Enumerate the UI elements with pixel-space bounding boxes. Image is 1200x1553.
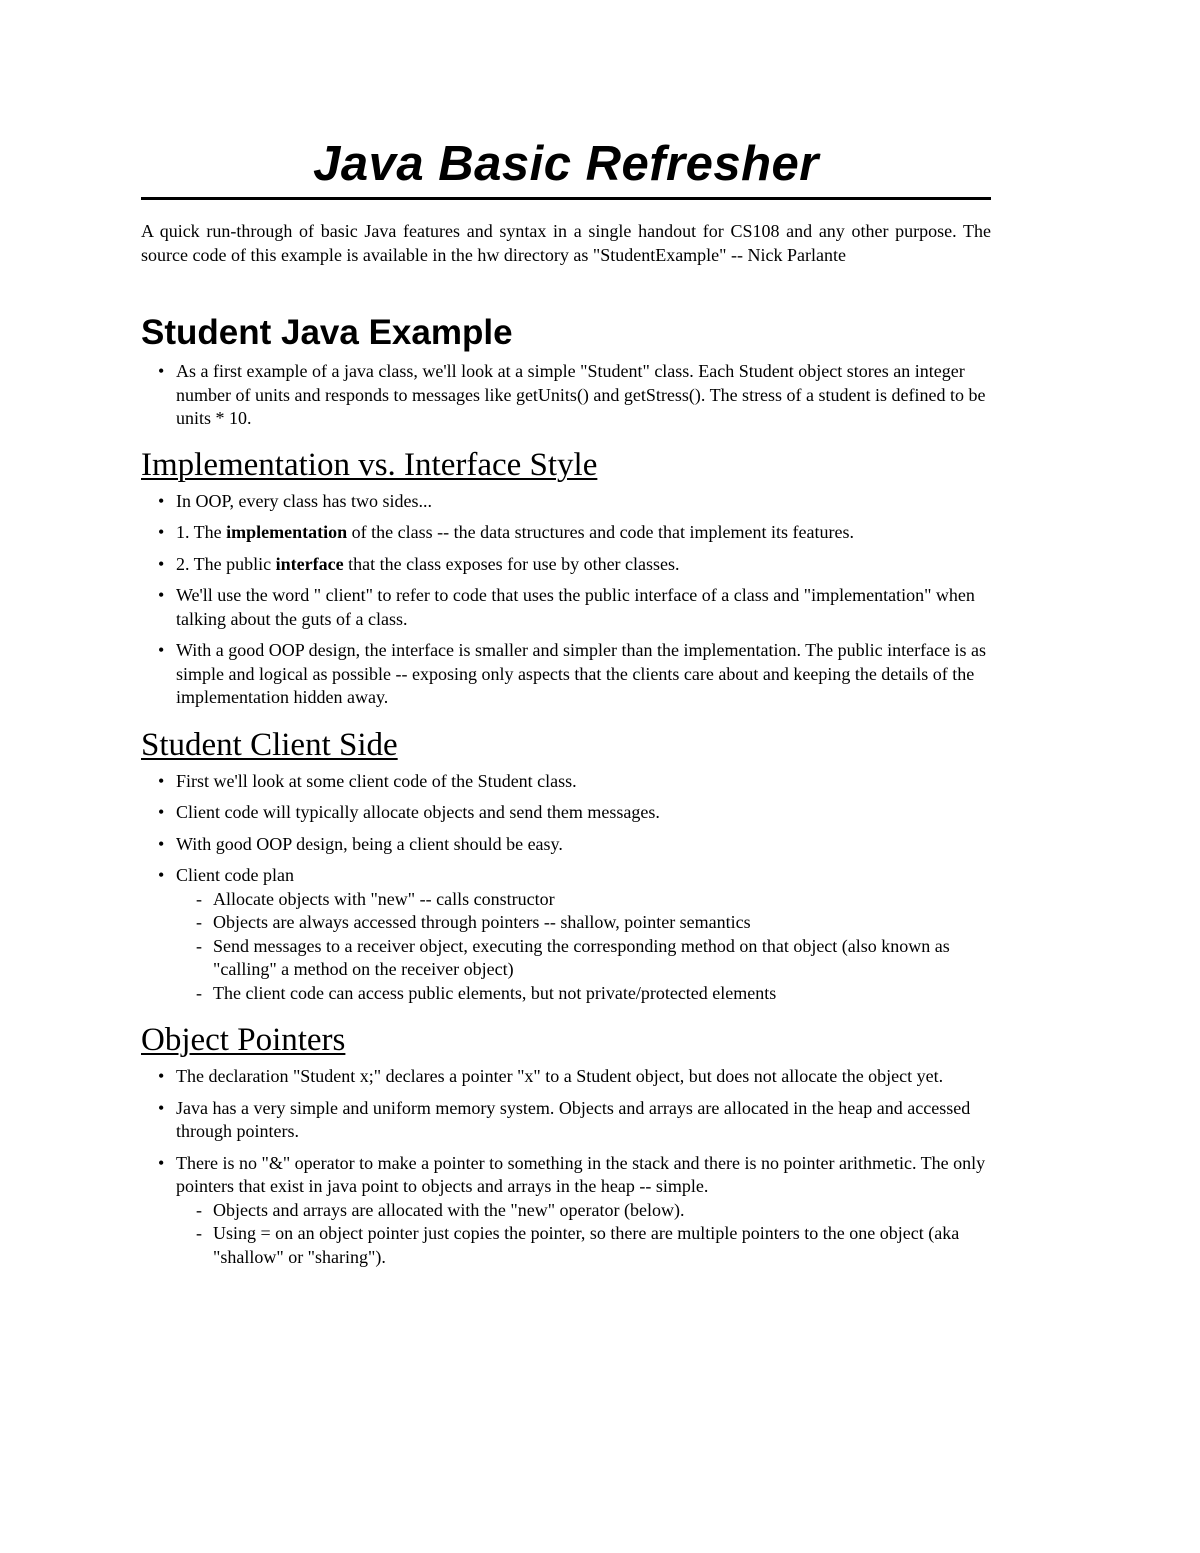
dash-icon: - [196,912,202,932]
sub-list-item: - Send messages to a receiver object, executing the corresponding method on that object (also known as "calling" a method on the receiver object) [196,935,950,979]
bullet-icon: • [158,833,165,854]
list-item: • Client code will typically allocate objects and send them messages. [141,801,991,825]
bullet-icon: • [158,490,165,511]
dash-icon: - [196,935,202,956]
bullet-icon: • [158,802,165,822]
list-item: • 2. The public interface that the class exposes for use by other classes. [141,553,991,577]
term-interface: interface [275,553,344,574]
heading-student-client-side: Student Client Side [141,726,398,763]
intro-paragraph: A quick run-through of basic Java features and syntax in a single handout for CS108 and any other purpose. The source code of this example is available in the hw directory as "StudentExample" -- Nick Parlante [141,221,991,265]
client-side-list [141,770,991,1006]
dash-icon: - [196,1223,202,1243]
bullet-icon: • [158,770,165,791]
bullet-icon: • [158,553,165,574]
bullet-icon: • [158,640,165,660]
bullet-icon: • [158,522,165,542]
bullet-icon: • [158,1066,165,1086]
document-title: Java Basic Refresher [141,140,991,200]
student-java-example-list [141,360,991,431]
list-item: • Java has a very simple and uniform memory system. Objects and arrays are allocated in the heap and accessed through pointers. [158,1097,971,1141]
bullet-icon: • [158,865,165,885]
heading-implementation-vs-interface: Implementation vs. Interface Style [141,446,598,483]
list-item: • With a good OOP design, the interface is smaller and simpler than the implementation. The public interface is as simple and logical as possible -- exposing only aspects that the clients care about and keeping the details of the implementation hidden away. [158,640,987,707]
implementation-list [141,490,991,710]
sub-list-item: - Using = on an object pointer just copies the pointer, so there are multiple pointers to the one object (aka "shallow" or "sharing"). [196,1223,960,1267]
document-page [141,137,991,1269]
list-item: • As a first example of a java class, we'll look at a simple "Student" class. Each Student object stores an integer number of units and responds to messages like getUnits() and getStress(). The stress of a student is defined to be units * 10. [158,361,986,428]
list-item: • With good OOP design, being a client should be easy. [141,833,991,857]
bullet-icon: • [158,1097,165,1118]
bullet-icon: • [158,585,165,605]
sub-list-item: - Allocate objects with "new" -- calls constructor [176,888,991,912]
bullet-icon: • [158,361,165,381]
dash-icon: - [196,982,202,1003]
term-implementation: implementation [226,522,348,542]
list-item: • First we'll look at some client code of the Student class. [141,770,991,794]
sub-list-item: - Objects are always accessed through pointers -- shallow, pointer semantics [176,911,991,935]
dash-icon: - [196,1199,202,1220]
sub-list-item: - Objects and arrays are allocated with the "new" operator (below). [176,1199,991,1223]
sub-list-item: - The client code can access public elements, but not private/protected elements [176,982,991,1006]
object-pointers-sublist [176,1199,991,1270]
heading-object-pointers: Object Pointers [141,1022,346,1058]
client-code-plan-sublist [176,888,991,1006]
bullet-icon: • [158,1152,165,1173]
heading-student-java-example: Student Java Example [141,313,513,352]
object-pointers-list [141,1065,991,1269]
list-item: • There is no "&" operator to make a pointer to something in the stack and there is no pointer arithmetic. The only pointers that exist in java point to objects and arrays in the heap -- simple. - Objects and arrays are allocated with the "new" operator (below). - Using = on an object pointer just copies the pointer, so there are multiple pointers to the one object (aka "shallow" or "sharing"). [141,1152,991,1270]
list-item: • In OOP, every class has two sides... [141,490,991,514]
dash-icon: - [196,888,202,909]
list-item: • We'll use the word " client" to refer to code that uses the public interface of a class and "implementation" when talking about the guts of a class. [158,585,975,629]
list-item: • Client code plan - Allocate objects with "new" -- calls constructor - Objects are always accessed through pointers -- shallow, pointer semantics - Send messages to a receiver object, executing the corresponding method on that object (also known as "calling" a method on the receiver object) - The client code can access public elements, but not private/protected elements [141,864,991,1005]
list-item: • 1. The implementation of the class -- the data structures and code that implement its features. [141,521,991,545]
list-item: • The declaration "Student x;" declares a pointer "x" to a Student object, but does not allocate the object yet. [141,1065,991,1089]
